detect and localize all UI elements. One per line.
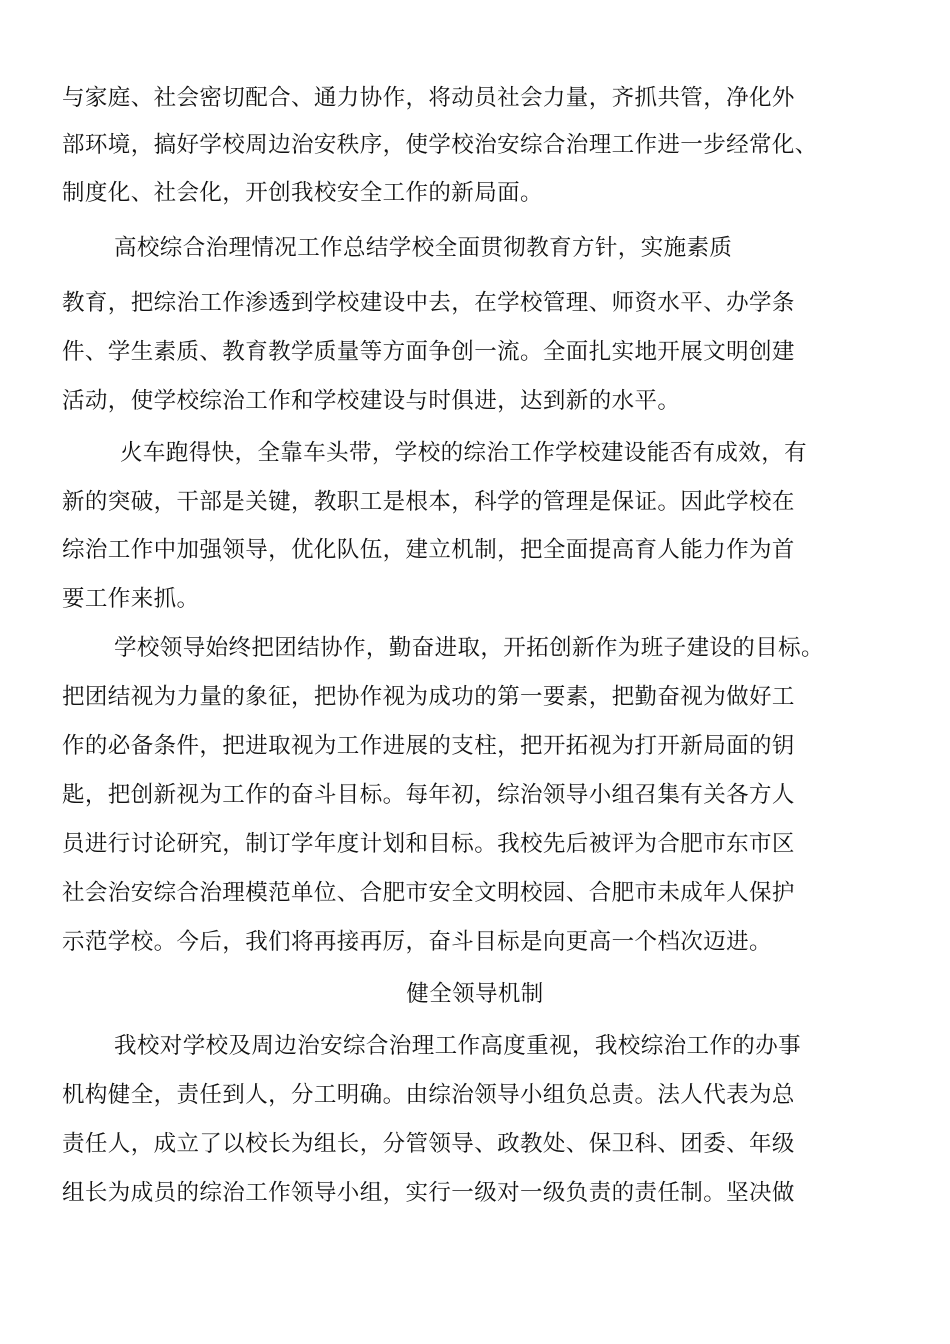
text-line: 机构健全，责任到人，分工明确。由综治领导小组负总责。法人代表为总 — [62, 1082, 795, 1108]
text-line: 综治工作中加强领导，优化队伍，建立机制，把全面提高育人能力作为首 — [62, 537, 795, 563]
text-line: 活动，使学校综治工作和学校建设与时俱进，达到新的水平。 — [62, 388, 681, 414]
text-line: 火车跑得快，全靠车头带，学校的综治工作学校建设能否有成效，有 — [120, 440, 808, 466]
text-line: 新的突破，干部是关键，教职工是根本，科学的管理是保证。因此学校在 — [62, 489, 795, 515]
text-line: 作的必备条件，把进取视为工作进展的支柱，把开拓视为打开新局面的钥 — [62, 733, 795, 759]
text-line: 与家庭、社会密切配合、通力协作，将动员社会力量，齐抓共管，净化外 — [62, 85, 795, 111]
text-line: 制度化、社会化，开创我校安全工作的新局面。 — [62, 180, 543, 206]
text-line: 要工作来抓。 — [62, 586, 200, 612]
text-line: 我校对学校及周边治安综合治理工作高度重视，我校综治工作的办事 — [114, 1033, 802, 1059]
section-heading: 健全领导机制 — [406, 981, 544, 1007]
text-line: 责任人，成立了以校长为组长，分管领导、政教处、保卫科、团委、年级 — [62, 1131, 795, 1157]
text-line: 学校领导始终把团结协作，勤奋进取，开拓创新作为班子建设的目标。 — [114, 635, 824, 661]
text-line: 组长为成员的综治工作领导小组，实行一级对一级负责的责任制。坚决做 — [62, 1180, 795, 1206]
text-line: 件、学生素质、教育教学质量等方面争创一流。全面扎实地开展文明创建 — [62, 339, 795, 365]
text-line: 匙，把创新视为工作的奋斗目标。每年初，综治领导小组召集有关各方人 — [62, 782, 795, 808]
text-line: 教育，把综治工作渗透到学校建设中去，在学校管理、师资水平、办学条 — [62, 290, 795, 316]
text-line: 部环境，搞好学校周边治安秩序，使学校治安综合治理工作进一步经常化、 — [62, 132, 818, 158]
text-line: 员进行讨论研究，制订学年度计划和目标。我校先后被评为合肥市东市区 — [62, 831, 795, 857]
text-line: 示范学校。今后，我们将再接再厉，奋斗目标是向更高一个档次迈进。 — [62, 929, 772, 955]
text-line: 社会治安综合治理模范单位、合肥市安全文明校园、合肥市未成年人保护 — [62, 880, 795, 906]
text-line: 把团结视为力量的象征，把协作视为成功的第一要素，把勤奋视为做好工 — [62, 684, 795, 710]
text-line: 高校综合治理情况工作总结学校全面贯彻教育方针，实施素质 — [114, 235, 733, 261]
